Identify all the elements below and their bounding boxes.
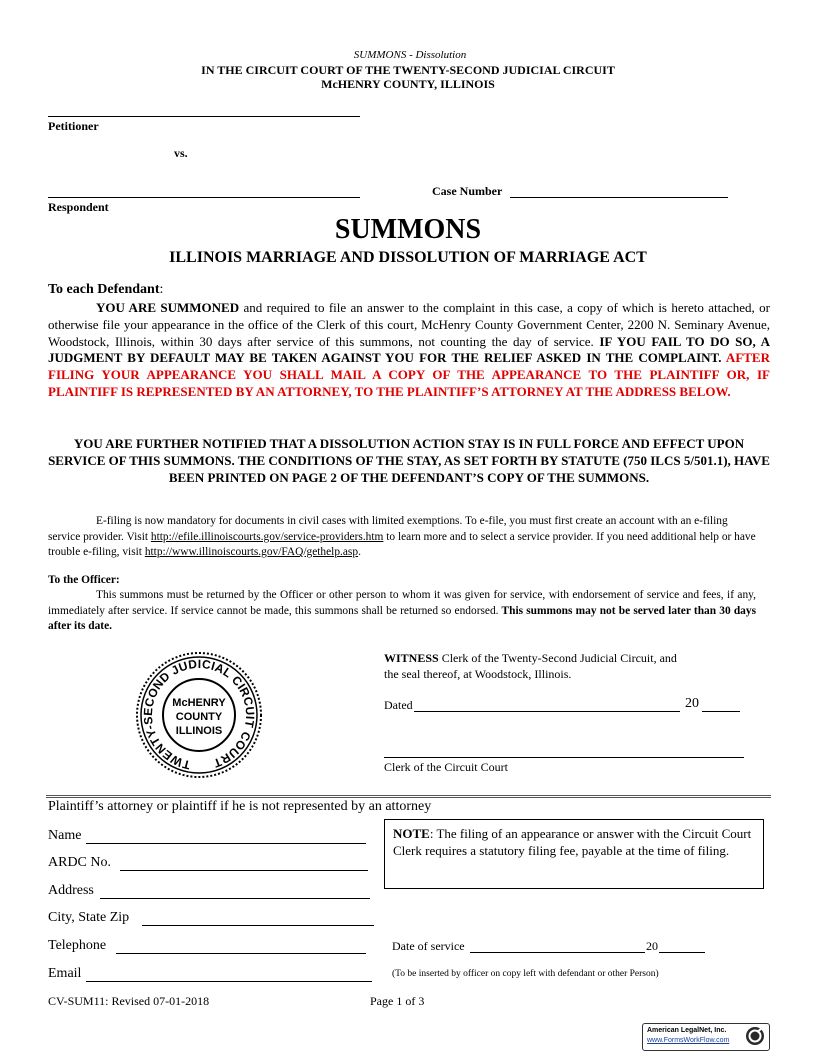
court-seal [134,650,264,780]
officer-notice [48,588,756,635]
telephone-label: Telephone [48,938,107,953]
defendant-heading-text: To each Defendant [48,282,160,297]
defendant-notice [48,300,770,401]
respondent-line[interactable] [48,197,360,198]
summoned-lead: YOU ARE SUMMONED [96,300,240,315]
service-year-field[interactable] [659,952,705,953]
stay-notice: YOU ARE FURTHER NOTIFIED THAT A DISSOLUTION ACTION STAY IS IN FULL FORCE AND EFFECT UPON SERVICE OF THIS SUMMONS. THE CONDITIONS OF THE STAY, AS SET FORTH BY STATUTE (750 ILCS 5/501.1), HAVE BEEN PRINTED ON PAGE 2 OF THE DEFENDANT’S COPY OF THE SUMMONS. [48,436,770,485]
clerk-signature-line[interactable] [384,757,744,758]
efiling-text-2: to learn more and to select a service provider. If you need additional help or have trouble e-filing, visit [48,530,756,558]
email-label: Email [48,966,82,981]
defendant-heading [48,282,163,298]
petitioner-line[interactable] [48,116,360,117]
city-state-zip-field[interactable] [142,925,374,926]
logo-globe-icon [745,1026,765,1046]
case-number-label: Case Number [432,184,503,198]
county-name: McHENRY COUNTY, ILLINOIS [321,77,495,91]
attorney-heading: Plaintiff’s attorney or plaintiff if he is not represented by an attorney [48,799,432,814]
witness-label: WITNESS [384,651,439,665]
dated-label: Dated [384,698,413,712]
act-subtitle: ILLINOIS MARRIAGE AND DISSOLUTION OF MARRIAGE ACT [169,249,647,266]
clerk-label: Clerk of the Circuit Court [384,760,508,774]
note-text: : The filing of an appearance or answer with the Circuit Court Clerk requires a statutory filing fee, payable at the time of filing. [393,826,752,858]
page-number: Page 1 of 3 [370,994,425,1008]
mail-warning: AFTER FILING YOUR APPEARANCE YOU SHALL MAIL A COPY OF THE APPEARANCE TO THE PLAINTIFF OR, IF PLAINTIFF IS REPRESENTED BY AN ATTORNEY, TO THE PLAINTIFF’S ATTORNEY AT THE ADDRESS BELOW. [48,350,770,399]
seal-line-3: ILLINOIS [175,725,223,737]
note-label: NOTE [393,826,430,841]
efiling-text-1: E-filing is now mandatory for documents in civil cases with limited exemptions. To e-file, you must first create an account with an e-filing service provider. Visit [48,515,728,543]
date-of-service-field[interactable] [470,952,645,953]
dated-year-label: 20 [685,696,699,711]
efiling-text-3: . [358,546,361,558]
telephone-field[interactable] [116,953,366,954]
ardc-field[interactable] [120,870,368,871]
city-state-zip-label: City, State Zip [48,910,130,925]
logo-line-1: American LegalNet, Inc. [647,1027,727,1034]
summoned-body: and required to file an answer to the complaint in this case, a copy of which is hereto attached, or otherwise file your appearance in the office of the Clerk of this court, McHenry County Government Center, 2200 N. Seminary Avenue, Woodstock, Illinois, within 30 days after service of this summons, not counting the day of service. [48,300,770,349]
seal-ring-text: TWENTY-SECOND JUDICIAL CIRCUIT COURT [140,656,258,773]
dated-line[interactable] [414,711,680,712]
email-field[interactable] [86,981,372,982]
officer-heading: To the Officer: [48,574,120,586]
gethelp-link[interactable]: http://www.illinoiscourts.gov/FAQ/gethelp.asp [144,546,359,558]
form-title: SUMMONS - Dissolution [353,49,467,61]
default-warning: IF YOU FAIL TO DO SO, A JUDGMENT BY DEFAULT MAY BE TAKEN AGAINST YOU FOR THE RELIEF ASKED IN THE COMPLAINT. [48,333,770,366]
note-box [384,819,764,889]
petitioner-label: Petitioner [48,119,99,133]
summons-title: SUMMONS [334,214,482,245]
court-name: IN THE CIRCUIT COURT OF THE TWENTY-SECOND JUDICIAL CIRCUIT [201,63,615,77]
form-number: CV-SUM11: Revised 07-01-2018 [48,994,210,1008]
respondent-label: Respondent [48,200,109,214]
logo-line-2: www.FormsWorkFlow.com [647,1037,730,1044]
officer-bold-tail: This summons may not be served later than 30 days after its date. [48,604,756,632]
name-label: Name [48,828,82,843]
officer-body: This summons must be returned by the Officer or other person to whom it was given for service, with endorsement of service and fees, if any, immediately after service. If service cannot be made, this summons shall be returned so endorsed. [48,589,756,617]
vs-label: vs. [174,146,188,160]
address-field[interactable] [100,898,370,899]
efiling-notice [48,514,756,561]
address-label: Address [48,883,94,898]
section-divider [46,795,771,798]
date-of-service-label: Date of service [392,939,465,953]
dated-year-line[interactable] [702,711,740,712]
case-number-line[interactable] [510,197,728,198]
witness-block [384,650,694,682]
service-providers-link[interactable]: http://efile.illinoiscourts.gov/service-providers.htm [150,530,384,543]
ardc-label: ARDC No. [48,855,112,870]
service-year-label: 20 [646,939,658,953]
service-footnote: (To be inserted by officer on copy left with defendant or other Person) [392,969,659,979]
defendant-heading-colon: : [159,282,164,297]
legalnet-logo[interactable] [642,1023,770,1051]
name-field[interactable] [86,843,366,844]
witness-text: Clerk of the Twenty-Second Judicial Circuit, and the seal thereof, at Woodstock, Illinois. [384,651,677,681]
seal-line-2: COUNTY [175,711,223,723]
seal-line-1: McHENRY [172,697,226,709]
